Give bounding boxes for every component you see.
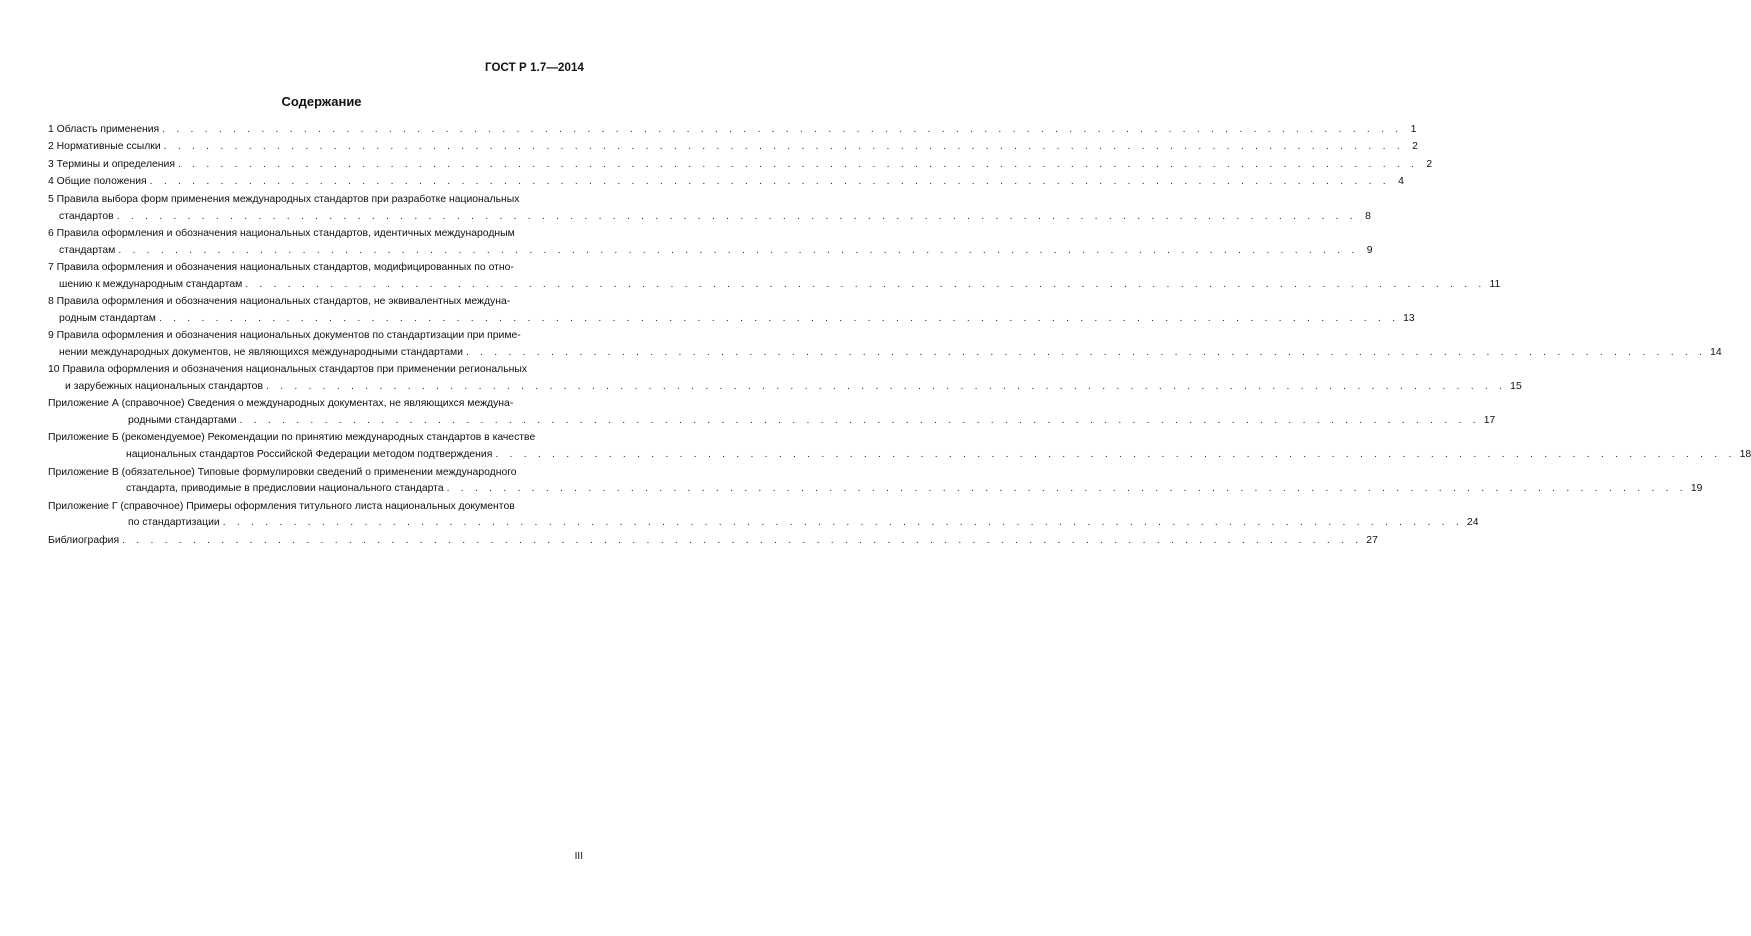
toc-page-number: 24 — [1466, 517, 1479, 529]
toc-entry-5[interactable] — [48, 192, 1371, 225]
toc-appendix-g[interactable] — [48, 499, 1479, 532]
toc-entry-title-cont: стандартов — [59, 210, 114, 222]
toc-entry-title-cont: по стандартизации — [128, 517, 220, 529]
toc-entry-2[interactable] — [48, 139, 1418, 156]
leader-dots: . . . . . . . . . . . . . . . . . . . . . . . . . . . . . . . . . . . . . . . . . . . . . . . . . . . . . . . . . . . . . . . . . . . . . . . . . . . . . . . . . . . . . . . . — [149, 176, 1390, 188]
leader-dots: . . . . . . . . . . . . . . . . . . . . . . . . . . . . . . . . . . . . . . . . . . . . . . . . . . . . . . . . . . . . . . . . . . . . . . . . . . . . . . . . . . . . . . . . — [239, 415, 1480, 426]
toc-entry-6[interactable] — [48, 226, 1373, 259]
toc-entry-title: Приложение В (обязательное) Типовые формулировки сведений о применении международного — [48, 466, 517, 478]
toc-entry-title-cont: родными стандартами — [128, 415, 237, 426]
toc-appendix-a[interactable] — [48, 396, 1496, 429]
toc-page-number: 13 — [1403, 312, 1415, 324]
toc-entry-title: 9 Правила оформления и обозначения национальных документов по стандартизации при приме- — [48, 330, 521, 342]
toc-entry-1[interactable] — [48, 122, 1417, 139]
leader-dots: . . . . . . . . . . . . . . . . . . . . . . . . . . . . . . . . . . . . . . . . . . . . . . . . . . . . . . . . . . . . . . . . . . . . . . . . . . . . . . . . . . . . . . . . — [162, 124, 1403, 135]
table-of-contents — [48, 122, 1751, 549]
toc-entry-title: 10 Правила оформления и обозначения национальных стандартов при применении региональных — [48, 364, 528, 376]
leader-dots: . . . . . . . . . . . . . . . . . . . . . . . . . . . . . . . . . . . . . . . . . . . . . . . . . . . . . . . . . . . . . . . . . . . . . . . . . . . . . . . . . . . . . . . . — [177, 158, 1419, 170]
toc-entry-9[interactable] — [48, 328, 1722, 361]
leader-dots: . . . . . . . . . . . . . . . . . . . . . . . . . . . . . . . . . . . . . . . . . . . . . . . . . . . . . . . . . . . . . . . . . . . . . . . . . . . . . . . . . . . . . . . . — [163, 141, 1404, 153]
toc-entry-10[interactable] — [48, 362, 1522, 395]
toc-page-number: 8 — [1365, 210, 1371, 222]
leader-dots: . . . . . . . . . . . . . . . . . . . . . . . . . . . . . . . . . . . . . . . . . . . . . . . . . . . . . . . . . . . . . . . . . . . . . . . . . . . . . . . . . . . . . . . . — [245, 278, 1486, 290]
toc-appendix-b[interactable] — [48, 430, 1751, 463]
toc-entry-title: Приложение Б (рекомендуемое) Рекомендации по принятию международных стандартов в качестве — [48, 432, 536, 444]
leader-dots: . . . . . . . . . . . . . . . . . . . . . . . . . . . . . . . . . . . . . . . . . . . . . . . . . . . . . . . . . . . . . . . . . . . . . . . . . . . . . . . . . . . . . . . . — [265, 380, 1507, 392]
toc-page-number: 18 — [1739, 449, 1751, 461]
toc-page-number: 19 — [1690, 483, 1703, 495]
toc-entry-title: 6 Правила оформления и обозначения национальных стандартов, идентичных международным — [48, 228, 515, 240]
toc-entry-title-cont: стандарта, приводимые в предисловии национального стандарта — [126, 483, 444, 495]
toc-page-number: 2 — [1426, 158, 1433, 170]
toc-page-number: 17 — [1483, 415, 1496, 426]
toc-entry-title-cont: национальных стандартов Российской Федерации методом подтверждения — [126, 449, 493, 461]
toc-entry-4[interactable] — [48, 174, 1404, 191]
leader-dots: . . . . . . . . . . . . . . . . . . . . . . . . . . . . . . . . . . . . . . . . . . . . . . . . . . . . . . . . . . . . . . . . . . . . . . . . . . . . . . . . . . . . . . . . — [222, 517, 1463, 529]
toc-title-wrap — [0, 93, 661, 111]
toc-entry-7[interactable] — [48, 260, 1501, 293]
toc-entry-title: 8 Правила оформления и обозначения национальных стандартов, не эквивалентных междуна- — [48, 296, 511, 308]
toc-page-number: 11 — [1489, 278, 1501, 290]
leader-dots: . . . . . . . . . . . . . . . . . . . . . . . . . . . . . . . . . . . . . . . . . . . . . . . . . . . . . . . . . . . . . . . . . . . . . . . . . . . . . . . . . . . . . . . . — [446, 483, 1687, 495]
toc-bibliography[interactable] — [48, 533, 1378, 550]
toc-entry-title: Приложение Г (справочное) Примеры оформления титульного листа национальных документов — [48, 500, 515, 512]
toc-page-number: 27 — [1366, 534, 1378, 546]
toc-entry-3[interactable] — [48, 157, 1433, 174]
toc-appendix-v[interactable] — [48, 465, 1703, 498]
toc-page-number: 14 — [1710, 346, 1722, 358]
toc-entry-8[interactable] — [48, 294, 1415, 327]
leader-dots: . . . . . . . . . . . . . . . . . . . . . . . . . . . . . . . . . . . . . . . . . . . . . . . . . . . . . . . . . . . . . . . . . . . . . . . . . . . . . . . . . . . . . . . . — [465, 346, 1707, 358]
toc-entry-title: Библиография — [48, 534, 120, 546]
toc-entry-title: 4 Общие положения — [48, 176, 147, 188]
leader-dots: . . . . . . . . . . . . . . . . . . . . . . . . . . . . . . . . . . . . . . . . . . . . . . . . . . . . . . . . . . . . . . . . . . . . . . . . . . . . . . . . . . . . . . . . — [116, 210, 1357, 222]
toc-entry-title: 3 Термины и определения — [48, 158, 175, 170]
leader-dots: . . . . . . . . . . . . . . . . . . . . . . . . . . . . . . . . . . . . . . . . . . . . . . . . . . . . . . . . . . . . . . . . . . . . . . . . . . . . . . . . . . . . . . . . — [158, 312, 1400, 324]
toc-entry-title-cont: и зарубежных национальных стандартов — [65, 380, 263, 392]
toc-page-number: 2 — [1412, 141, 1418, 153]
leader-dots: . . . . . . . . . . . . . . . . . . . . . . . . . . . . . . . . . . . . . . . . . . . . . . . . . . . . . . . . . . . . . . . . . . . . . . . . . . . . . . . . . . . . . . . . — [118, 244, 1359, 256]
toc-title: Содержание — [281, 94, 362, 109]
toc-entry-title-cont: родным стандартам — [59, 312, 156, 324]
toc-page-number: 4 — [1398, 176, 1404, 188]
leader-dots: . . . . . . . . . . . . . . . . . . . . . . . . . . . . . . . . . . . . . . . . . . . . . . . . . . . . . . . . . . . . . . . . . . . . . . . . . . . . . . . . . . . . . . . . — [495, 449, 1736, 461]
toc-entry-title-cont: стандартам — [59, 244, 116, 256]
document-code: ГОСТ Р 1.7—2014 — [485, 62, 584, 74]
toc-entry-title: 2 Нормативные ссылки — [48, 141, 161, 153]
toc-entry-title: 1 Область применения — [48, 124, 160, 135]
toc-entry-title: 7 Правила оформления и обозначения национальных стандартов, модифицированных по отно- — [48, 262, 514, 274]
toc-entry-title: Приложение А (справочное) Сведения о международных документах, не являющихся междуна- — [48, 398, 514, 410]
toc-page-number: 9 — [1366, 244, 1373, 256]
toc-page-number: 15 — [1510, 380, 1522, 392]
leader-dots: . . . . . . . . . . . . . . . . . . . . . . . . . . . . . . . . . . . . . . . . . . . . . . . . . . . . . . . . . . . . . . . . . . . . . . . . . . . . . . . . . . . . . . . . — [122, 534, 1363, 546]
toc-entry-title: 5 Правила выбора форм применения международных стандартов при разработке национальных — [48, 193, 520, 205]
toc-page-number: 1 — [1410, 124, 1417, 135]
toc-entry-title-cont: нении международных документов, не являющихся международными стандартами — [59, 346, 463, 358]
page-number: III — [574, 851, 583, 862]
toc-entry-title-cont: шению к международным стандартам — [59, 278, 243, 290]
